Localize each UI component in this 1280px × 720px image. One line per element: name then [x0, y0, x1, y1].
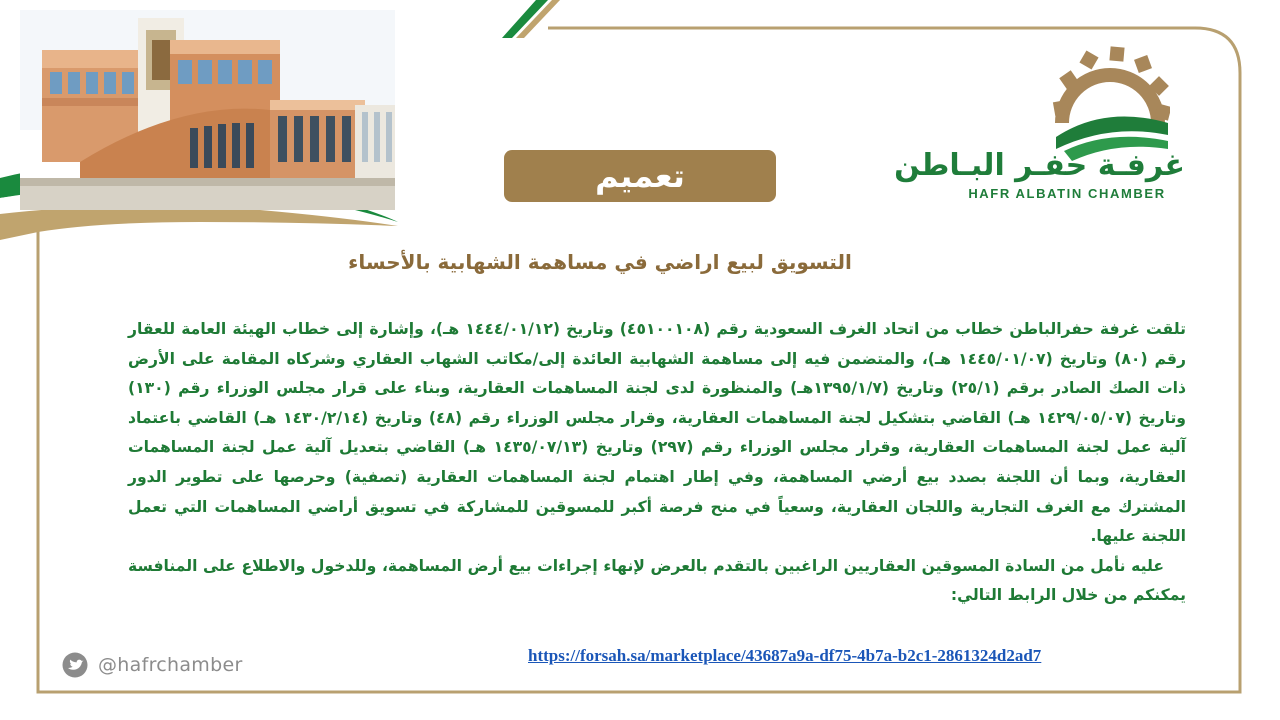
- announcement-body: [128, 315, 1186, 611]
- chamber-building-image: [20, 10, 395, 210]
- logo-english-name: HAFR ALBATIN CHAMBER: [968, 186, 1166, 201]
- circular-badge: تعميم: [504, 150, 776, 202]
- marketplace-link[interactable]: https://forsah.sa/marketplace/43687a9a-df75-4b7a-b2c1-2861324d2ad7: [528, 646, 1042, 665]
- twitter-handle-text: @hafrchamber: [98, 654, 243, 676]
- gear-landscape-icon: [1050, 45, 1170, 165]
- chamber-logo: [894, 40, 1205, 210]
- body-paragraph: تلقت غرفة حفرالباطن خطاب من اتحاد الغرف السعودية رقم (٤٥١٠٠١٠٨) وتاريخ (١٤٤٤/٠١/١٢ هـ)، وإشارة إلى خطاب الهيئة العامة للعقار رقم (٨٠) وتاريخ (١٤٤٥/٠١/٠٧ هـ)، والمتضمن فيه إلى مساهمة الشهابية العائدة إلى/مكاتب الشهاب العقاري وشركاه المقامة على الأرض ذات الصك الصادر برقم (٢٥/١) وتاريخ (١٣٩٥/١/٧هـ) والمنظورة لدى لجنة المساهمات العقارية، وبناء على قرار مجلس الوزراء رقم (١٣٠) وتاريخ (١٤٢٩/٠٥/٠٧ هـ) القاضي بتشكيل لجنة المساهمات العقارية، وقرار مجلس الوزراء رقم (٤٨) وتاريخ (١٤٣٠/٢/١٤ هـ) القاضي باعتماد آلية عمل لجنة المساهمات العقارية، وقرار مجلس الوزراء رقم (٢٩٧) وتاريخ (١٤٣٥/٠٧/١٣ هـ) القاضي بتعديل آلية عمل لجنة المساهمات العقارية، وبما أن اللجنة بصدد بيع أرضي المساهمة، وفي إطار اهتمام لجنة المساهمات العقارية (تصفية) وحرصها على تطوير الدور المشترك مع الغرف التجارية واللجان العقارية، وسعياً في منح فرصة أكبر للمسوقين للمشاركة في تسويق أراضي المساهمات التي تعمل اللجنة عليها.: [128, 320, 1187, 546]
- logo-arabic-name: غرفـة حفـر البـاطن: [894, 148, 1185, 183]
- twitter-icon: [62, 652, 88, 678]
- social-handle[interactable]: [62, 652, 243, 678]
- announcement-title: التسويق لبيع اراضي في مساهمة الشهابية بالأحساء: [348, 250, 852, 274]
- body-paragraph-call-to-action: عليه نأمل من السادة المسوقين العقاريين الراغبين بالتقدم بالعرض لإنهاء إجراءات بيع أرض المساهمة، وللدخول والاطلاع على المنافسة يمكنكم من خلال الرابط التالي:: [128, 556, 1186, 605]
